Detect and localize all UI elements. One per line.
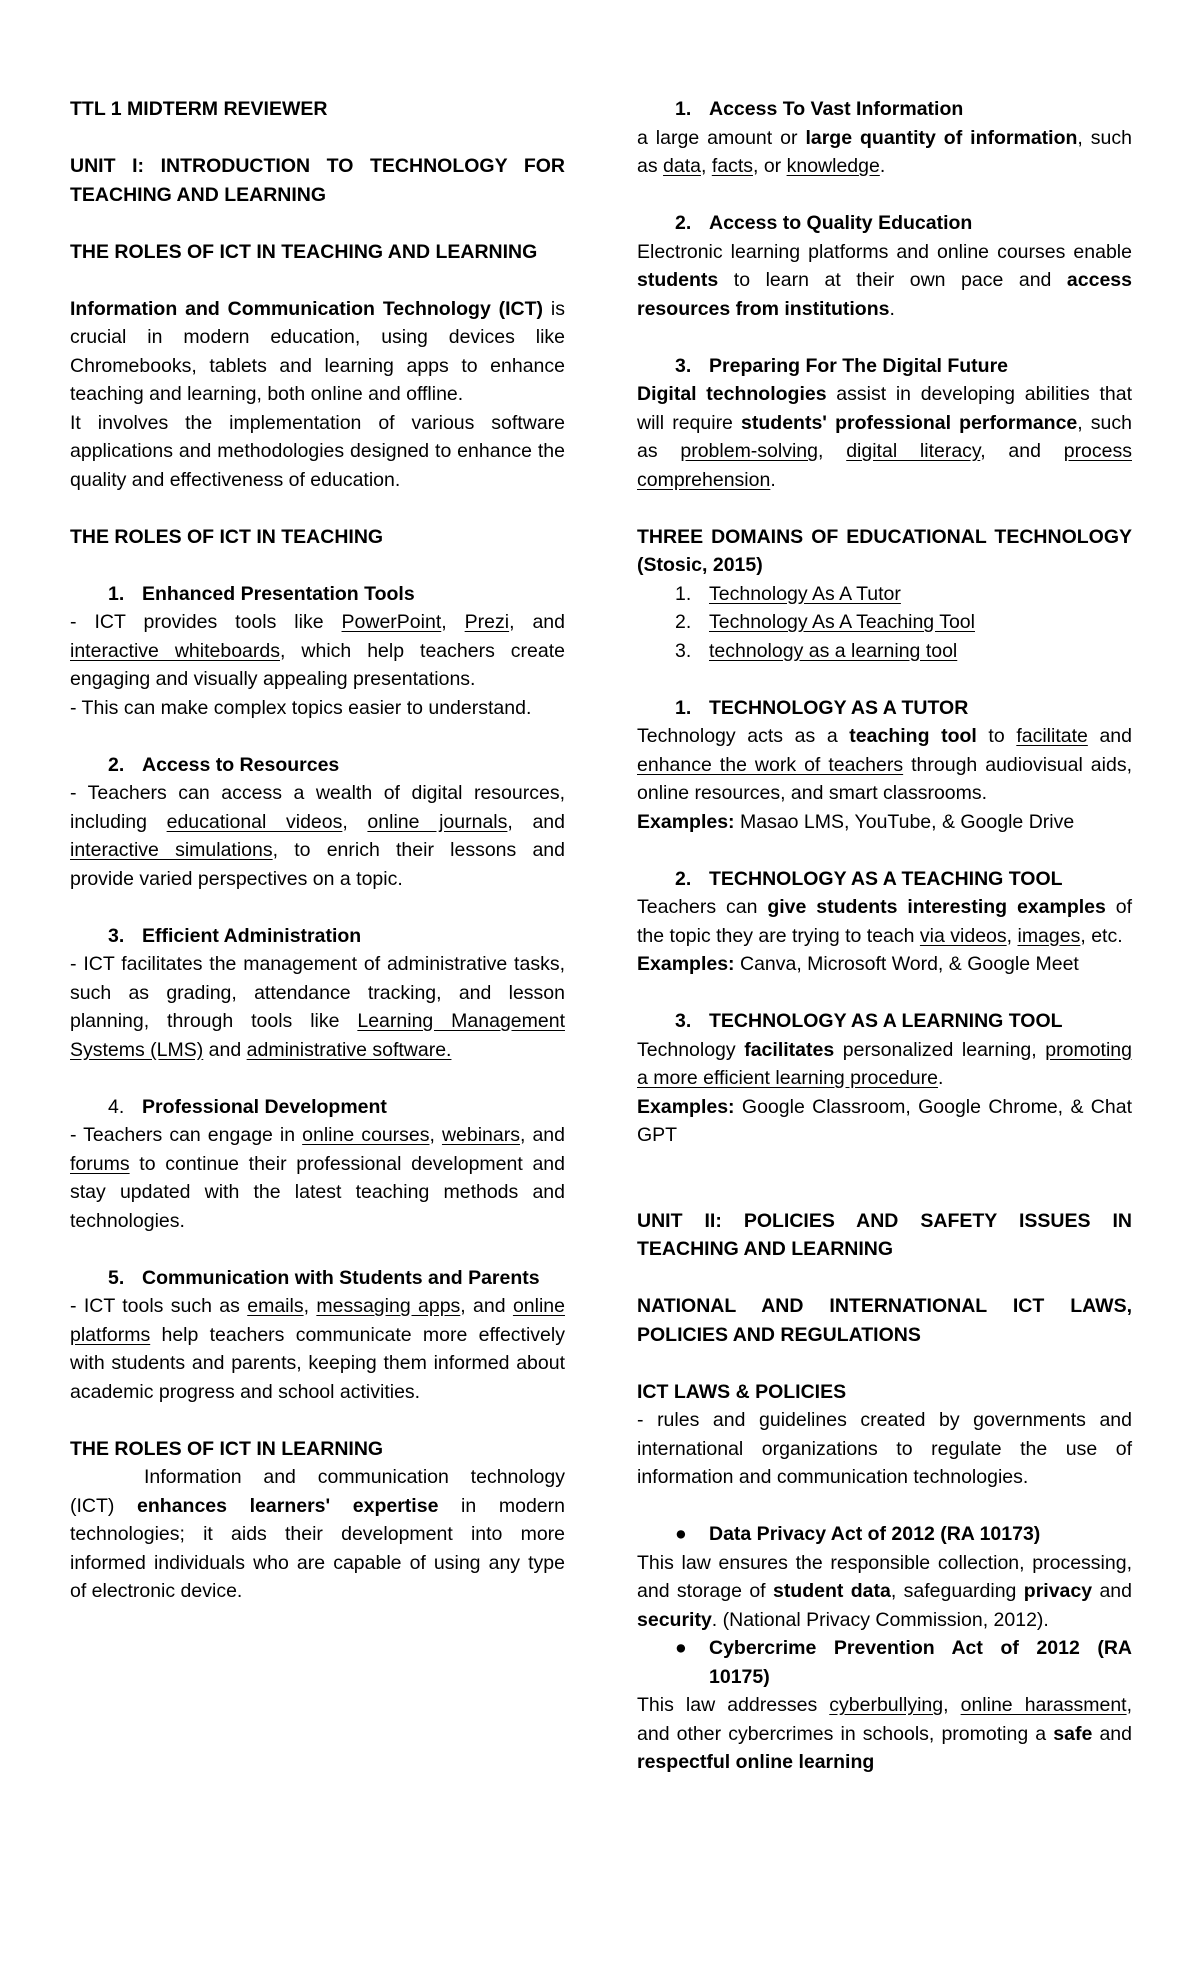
domain-3-title: 3. TECHNOLOGY AS A LEARNING TOOL — [675, 1010, 1063, 1032]
law-2-text: This law addresses cyberbullying, online harassment, and other cybercrimes in schools, promoting a safe and respectful online learning — [637, 1694, 1133, 1773]
learning-text: Information and communication technology (ICT) enhances learners' expertise in modern technologies; it aids their development into more informed individuals who are capable of using any type of electronic device. — [70, 1466, 565, 1602]
unit-1-heading: UNIT I: INTRODUCTION TO TECHNOLOGY FOR TEACHING AND LEARNING — [70, 155, 565, 206]
teaching-item-3-title: 3. Efficient Administration — [108, 924, 362, 947]
unit-2-heading: UNIT II: POLICIES AND SAFETY ISSUES IN TEACHING AND LEARNING — [637, 1209, 1132, 1260]
bullet-icon: ● — [675, 1637, 687, 1659]
domain-list-item: 2. Technology As A Teaching Tool — [675, 611, 975, 633]
teaching-heading: THE ROLES OF ICT IN TEACHING — [70, 525, 384, 548]
domain-2-examples: Examples: Canva, Microsoft Word, & Google Meet — [637, 953, 1079, 975]
law-2-title: ● Cybercrime Prevention Act of 2012 (RA 10175) — [637, 1634, 1132, 1691]
domain-list-item: 3. technology as a learning tool — [675, 639, 958, 662]
right-column — [637, 95, 1132, 1777]
laws-heading: NATIONAL AND INTERNATIONAL ICT LAWS, POLICIES AND REGULATIONS — [637, 1295, 1132, 1346]
teaching-item-4-text: - Teachers can engage in online courses, webinars, and forums to continue their professional development and stay updated with the latest teaching methods and technologies. — [70, 1124, 565, 1232]
document-title: TTL 1 MIDTERM REVIEWER — [70, 98, 328, 120]
domains-heading: THREE DOMAINS OF EDUCATIONAL TECHNOLOGY (Stosic, 2015) — [637, 525, 1132, 576]
teaching-item-3-text: - ICT facilitates the management of administrative tasks, such as grading, attendance tracking, and lesson planning, through tools like Learning Management Systems (LMS) and administrative software. — [70, 953, 565, 1061]
learning-item-1-title: 1. Access To Vast Information — [675, 98, 964, 120]
ict-term: Information and Communication Technology (ICT) — [70, 297, 544, 320]
domain-3-text: Technology facilitates personalized learning, promoting a more efficient learning procedure. — [637, 1038, 1132, 1089]
ict-involves: It involves the implementation of various software applications and methodologies designed to enhance the quality and effectiveness of education. — [70, 411, 565, 491]
teaching-item-2-title: 2. Access to Resources — [108, 753, 340, 776]
teaching-item-1-note: - This can make complex topics easier to understand. — [70, 696, 532, 719]
domain-1-title: 1. TECHNOLOGY AS A TUTOR — [675, 696, 969, 719]
ict-definition: Information and Communication Technology (ICT) is crucial in modern education, using devices like Chromebooks, tablets and learning apps to enhance teaching and learning, both online and offline. — [70, 297, 566, 405]
learning-item-1-text: a large amount or large quantity of information, such as data, facts, or knowledge. — [637, 126, 1132, 177]
bullet-icon: ● — [675, 1523, 687, 1545]
law-1-title: ● Data Privacy Act of 2012 (RA 10173) — [637, 1520, 1132, 1549]
domain-list-item: 1. Technology As A Tutor — [675, 582, 901, 605]
learning-item-2-title: 2. Access to Quality Education — [675, 212, 973, 234]
domain-2-text: Teachers can give students interesting examples of the topic they are trying to teach via videos, images, etc. — [637, 896, 1132, 947]
teaching-item-2-text: - Teachers can access a wealth of digital resources, including educational videos, online journals, and interactive simulations, to enrich their lessons and provide varied perspectives on a topic. — [70, 782, 565, 890]
learning-heading: THE ROLES OF ICT IN LEARNING — [70, 1437, 384, 1460]
teaching-item-1-title: 1. Enhanced Presentation Tools — [108, 582, 415, 605]
ict-laws-heading: ICT LAWS & POLICIES — [637, 1380, 847, 1403]
domain-2-title: 2. TECHNOLOGY AS A TEACHING TOOL — [675, 867, 1063, 890]
teaching-item-5-title: 5. Communication with Students and Parents — [108, 1266, 540, 1289]
learning-item-3-text: Digital technologies assist in developing abilities that will require students' professional performance, such as problem-solving, digital literacy, and process comprehension. — [637, 383, 1133, 491]
domain-1-examples: Examples: Masao LMS, YouTube, & Google Drive — [637, 810, 1075, 833]
ict-laws-definition: - rules and guidelines created by governments and international organizations to regulate the use of information and communication technologies. — [637, 1409, 1132, 1488]
teaching-item-4-title: 4. Professional Development — [108, 1095, 387, 1118]
teaching-item-5-text: - ICT tools such as emails, messaging apps, and online platforms help teachers communicate more effectively with students and parents, keeping them informed about academic progress and school activities. — [70, 1295, 565, 1403]
roles-heading: THE ROLES OF ICT IN TEACHING AND LEARNING — [70, 240, 538, 263]
learning-item-3-title: 3. Preparing For The Digital Future — [675, 354, 1009, 377]
teaching-item-1-text: - ICT provides tools like PowerPoint, Prezi, and interactive whiteboards, which help teachers create engaging and visually appealing presentations. — [70, 611, 565, 690]
left-column — [70, 95, 565, 1606]
domain-1-text: Technology acts as a teaching tool to facilitate and enhance the work of teachers through audiovisual aids, online resources, and smart classrooms. — [637, 725, 1133, 804]
law-1-text: This law ensures the responsible collection, processing, and storage of student data, safeguarding privacy and security. (National Privacy Commission, 2012). — [637, 1551, 1133, 1631]
learning-item-2-text: Electronic learning platforms and online courses enable students to learn at their own pace and access resources from institutions. — [637, 240, 1132, 320]
domain-3-examples: Examples: Google Classroom, Google Chrome, & Chat GPT — [637, 1095, 1132, 1146]
